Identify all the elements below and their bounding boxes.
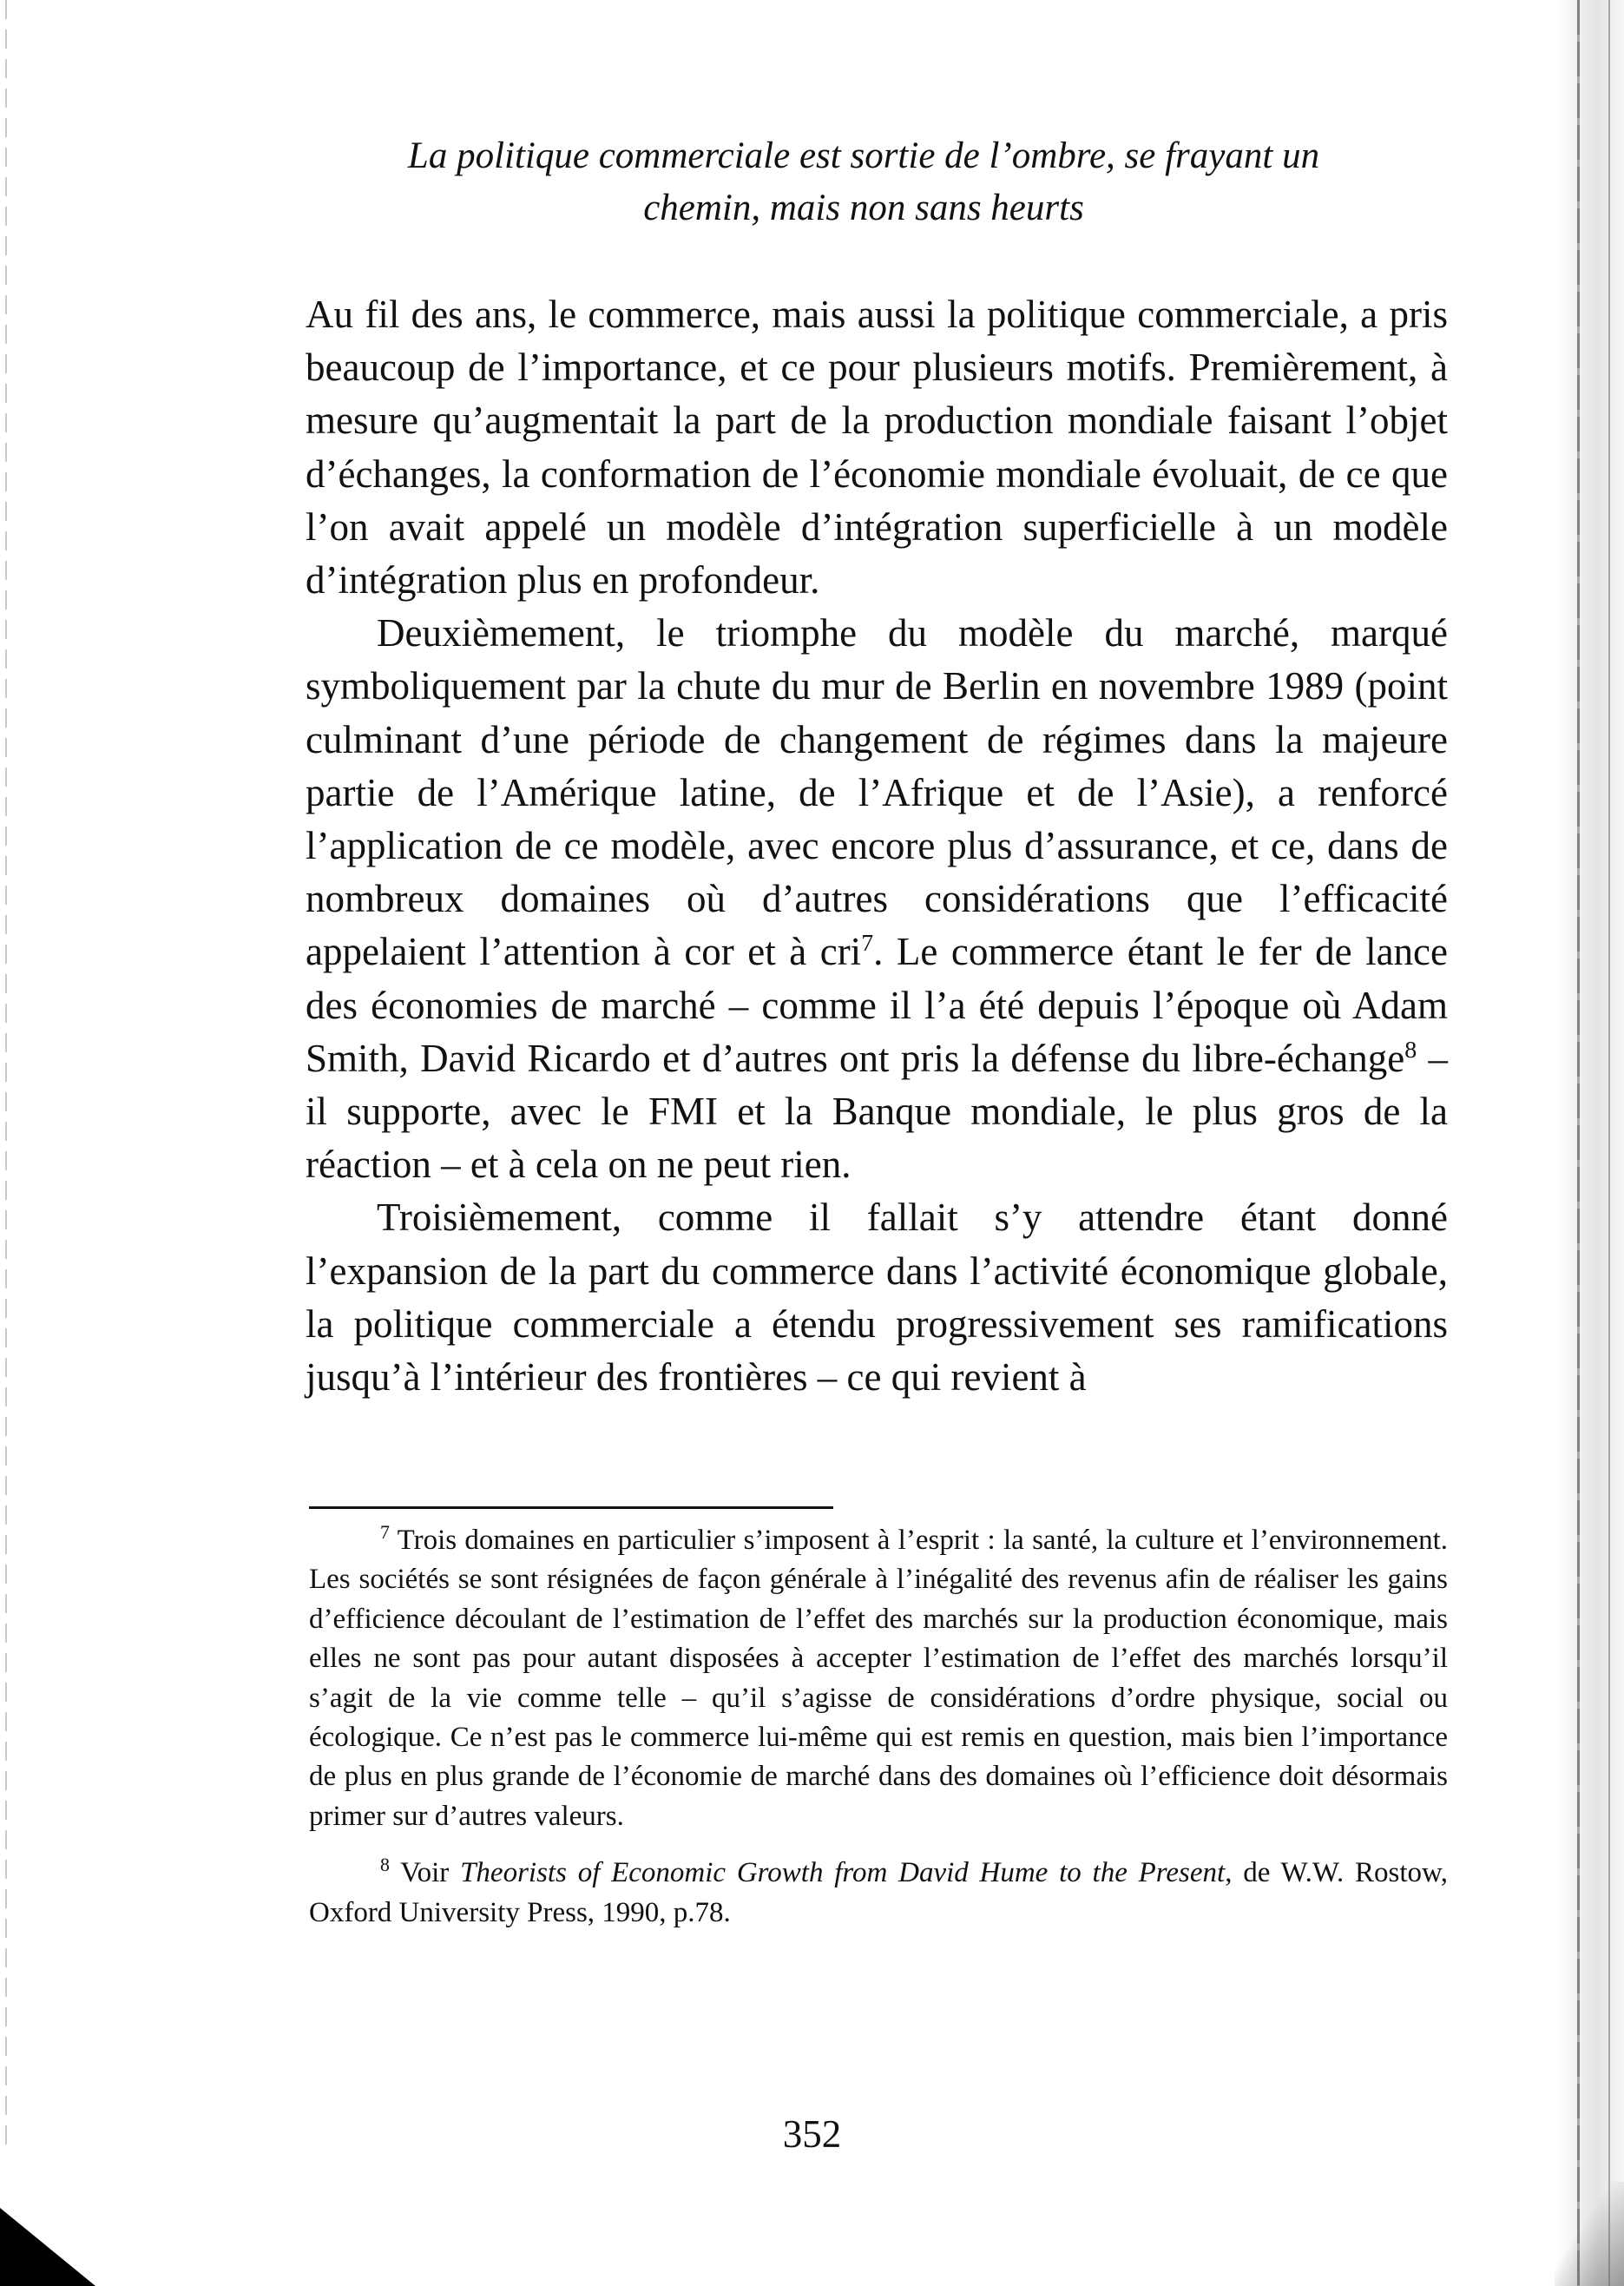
scan-left-edge <box>5 0 7 2153</box>
paragraph-1: Au fil des ans, le commerce, mais aussi la politique commerciale, a pris beaucoup de l’importance, et ce pour plusieurs motifs. Premièrement, à mesure qu’augmentait la part de la production mondiale faisant l’objet d’échanges, la conformation de l’économie mondiale évoluait, de ce que l’on avait appelé un modèle d’intégration superficielle à un modèle d’intégration plus en profondeur. <box>306 293 1448 603</box>
footnote-8-suffix: , de W.W. Rostow, Oxford University Press, 1990, p.78. <box>309 1857 1448 1928</box>
footnote-7-text: Trois domaines en particulier s’imposent à l’esprit : la santé, la culture et l’environnement. Les sociétés se sont résignées de façon générale à l’inégalité des revenus afin de réaliser les gains d’efficience découlant de l’estimation de l’effet des marchés sur la production économique, mais elles ne sont pas pour autant disposées à accepter l’estimation de l’effet des marchés lorsqu’il s’agit de la vie comme telle – qu’il s’agisse de considérations d’ordre physique, social ou écologique. Ce n’est pas le commerce lui-même qui est remis en question, mais bien l’importance de plus en plus grande de l’économie de marché dans des domaines où l’efficience doit désormais primer sur d’autres valeurs. <box>309 1525 1448 1832</box>
footnote-8 <box>309 1854 1448 1933</box>
footnote-ref-8: 8 <box>1404 1036 1417 1064</box>
scan-corner-shadow <box>0 2208 95 2286</box>
footnote-number-8: 8 <box>380 1854 390 1876</box>
footnote-8-book-title: Theorists of Economic Growth from David Hume to the Present <box>460 1857 1226 1889</box>
footnotes <box>309 1521 1448 1933</box>
paragraph-2 <box>306 607 1448 1191</box>
section-heading-line-2: chemin, mais non sans heurts <box>643 188 1084 228</box>
footnote-ref-7: 7 <box>861 930 874 958</box>
section-heading-line-1: La politique commerciale est sortie de l’ombre, se frayant un <box>407 135 1320 176</box>
paragraph-2-part-3: – il supporte, avec le FMI et la Banque mondiale, le plus gros de la réaction – et à cela on ne peut rien. <box>306 1036 1448 1187</box>
footnote-8-prefix: Voir <box>400 1857 461 1889</box>
scan-binding-edge <box>1556 0 1624 2286</box>
footnote-separator <box>309 1506 833 1509</box>
footnote-number-7: 7 <box>380 1522 390 1543</box>
paragraph-2-part-1: Deuxièmement, le triomphe du modèle du marché, marqué symboliquement par la chute du mur de Berlin en novembre 1989 (point culminant d’une période de changement de régimes dans la majeure partie de l’Amérique latine, de l’Afrique et de l’Asie), a renforcé l’application de ce modèle, avec encore plus d’assurance, et ce, dans de nombreux domaines où d’autres considérations que l’efficacité appelaient l’attention à cor et à cri <box>306 611 1448 974</box>
paragraph-3: Troisièmement, comme il fallait s’y attendre étant donné l’expansion de la part du commerce dans l’activité économique globale, la politique commerciale a étendu progressivement ses ramifications jusqu’à l’intérieur des frontières – ce qui revient à <box>306 1196 1448 1400</box>
scan-page-curl <box>1555 2182 1624 2286</box>
page-number: 352 <box>782 2112 842 2156</box>
section-heading <box>286 130 1441 234</box>
paragraph-2-part-2: . Le commerce étant le fer de lance des économies de marché – comme il l’a été depuis l’époque où Adam Smith, David Ricardo et d’autres ont pris la défense du libre-échange <box>306 930 1448 1080</box>
footnote-7 <box>309 1521 1448 1836</box>
body-text <box>306 288 1448 1404</box>
